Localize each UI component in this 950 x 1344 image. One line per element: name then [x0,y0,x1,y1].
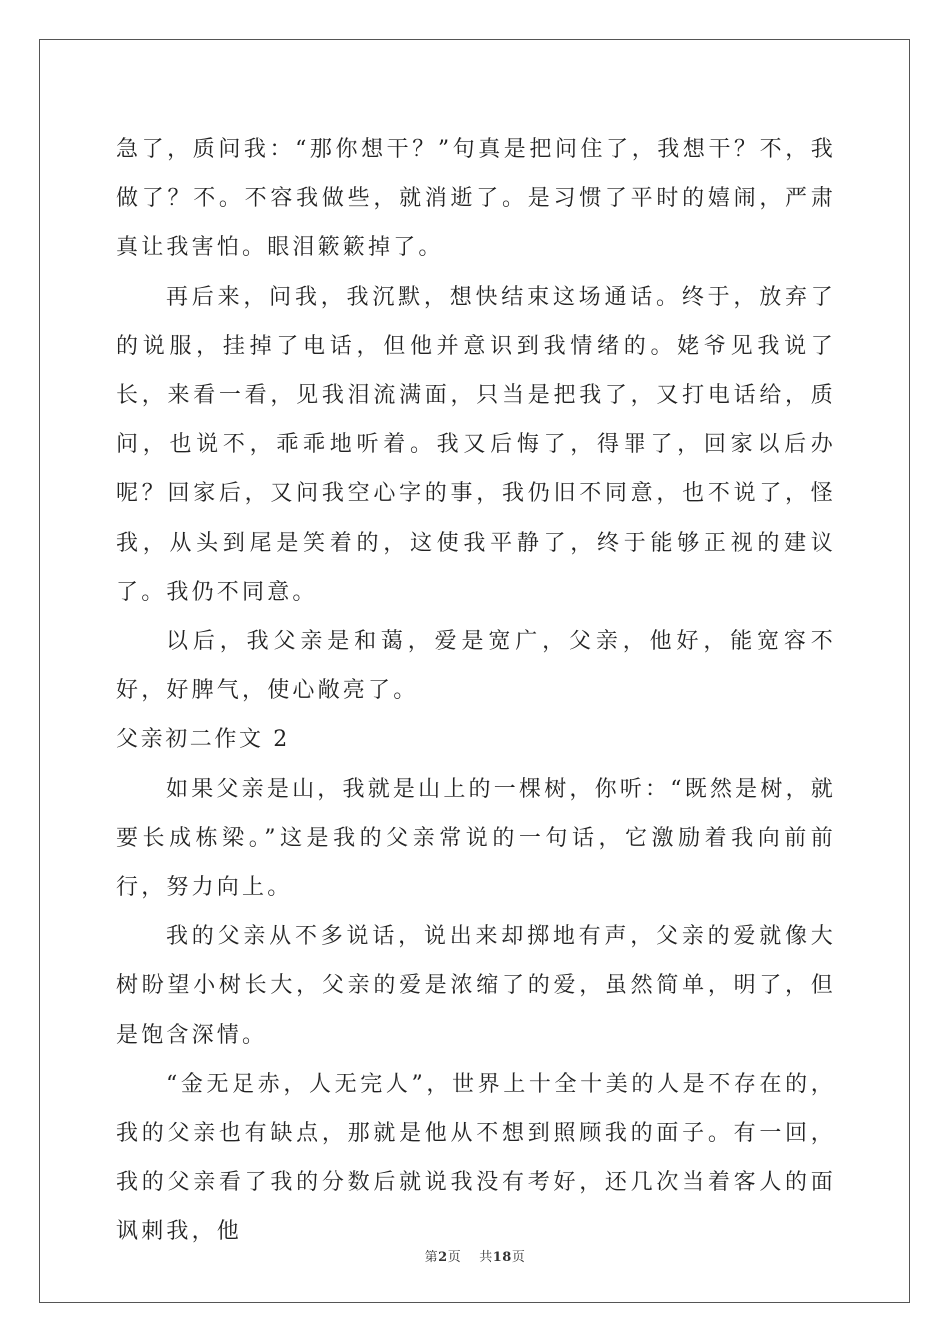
footer-page-suffix: 页 [447,1250,462,1265]
document-body [116,125,836,1257]
paragraph: 如果父亲是山，我就是山上的一棵树，你听：“既然是树，就要长成栋梁。”这是我的父亲常说的一句话，它激励着我向前前行，努力向上。 [116,776,836,901]
footer-prefix: 第 [424,1250,439,1265]
footer-total-prefix: 共 [479,1250,493,1265]
total-page-count: 18 [492,1250,512,1265]
section-title: 父亲初二作文 2 [116,727,290,753]
paragraph: “金无足赤，人无完人”，世界上十全十美的人是不存在的，我的父亲也有缺点，那就是他从不想到照顾我的面子。有一回，我的父亲看了我的分数后就说我没有考好，还几次当着客人的面讽刺我，他 [116,1071,836,1245]
current-page-number: 2 [438,1250,448,1265]
paragraph: 再后来，问我，我沉默，想快结束这场通话。终于，放弃了的说服，挂掉了电话，但他并意识到我情绪的。姥爷见我说了长，来看一看，见我泪流满面，只当是把我了，又打电话给，质问，也说不，乖乖地听着。我又后悔了，得罪了，回家以后办呢？回家后，又问我空心字的事，我仍旧不同意，也不说了，怪我，从头到尾是笑着的，这使我平静了，终于能够正视的建议了。我仍不同意。 [116,284,836,605]
paragraph-continued: 急了，质问我：“那你想干？”句真是把问住了，我想干？不，我做了？不。不容我做些，就消逝了。是习惯了平时的嬉闹，严肃真让我害怕。眼泪簌簌掉了。 [116,137,836,261]
paragraph: 我的父亲从不多说话，说出来却掷地有声，父亲的爱就像大树盼望小树长大，父亲的爱是浓缩了的爱，虽然简单，明了，但是饱含深情。 [116,924,836,1048]
page-footer [0,1246,950,1265]
paragraph: 以后，我父亲是和蔼，爱是宽广，父亲，他好，能宽容不好，好脾气，使心敞亮了。 [116,629,836,704]
footer-total-suffix: 页 [511,1250,526,1265]
